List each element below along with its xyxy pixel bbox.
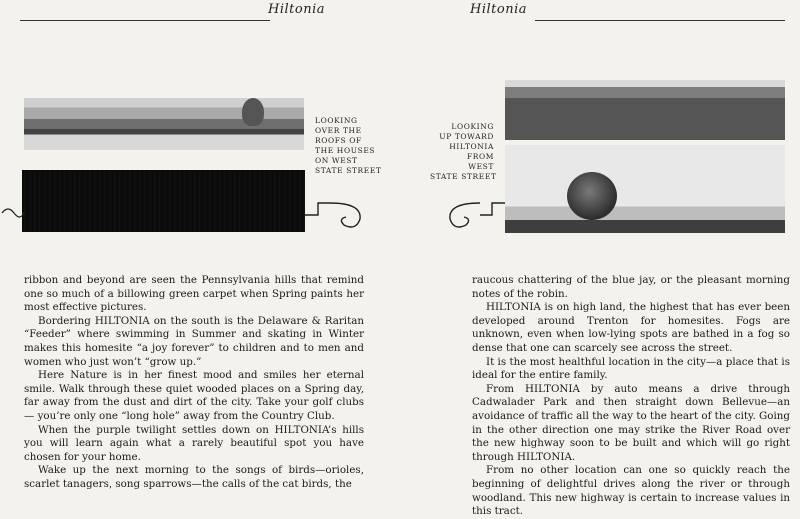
paragraph: HILTONIA is on high land, the highest that has ever been developed around Trenton for homesites. Fogs are unknown, even when low-lying spots are bathed in a fog so dense that one can scarcely see across the street. <box>472 301 790 354</box>
paragraph: When the purple twilight settles down on HILTONIA’s hills you will learn again what a rarely beautiful spot you have chosen for your home. <box>24 423 364 463</box>
caption-line: WEST <box>468 162 494 171</box>
scroll-ornament-left <box>0 195 370 235</box>
caption-line: THE HOUSES <box>315 146 376 155</box>
caption-left <box>315 116 382 176</box>
header-rule-left <box>20 20 270 21</box>
header-left: Hiltonia <box>268 2 325 17</box>
body-text-left <box>24 274 364 492</box>
photo-tree <box>567 172 617 220</box>
caption-line: STATE STREET <box>430 172 497 181</box>
caption-right <box>430 122 497 182</box>
caption-line: ON WEST <box>315 156 358 165</box>
photo-field <box>505 80 785 140</box>
scroll-ornament-right <box>430 195 510 235</box>
photo-tree-small <box>242 98 264 126</box>
paragraph: From HILTONIA by auto means a drive through Cadwalader Park and then straight down Bellevue—an avoidance of traffic all the way to the heart of the city. Going in the other direction one may strike the River Road over the new highway soon to be built and which will go right through HILTONIA. <box>472 382 790 463</box>
paragraph: ribbon and beyond are seen the Pennsylvania hills that remind one so much of a billowing green carpet when Spring paints her most effective pictures. <box>24 274 364 314</box>
paragraph: From no other location can one so quickly reach the beginning of delightful drives along the river or through woodland. This new highway is certain to increase values in this tract. <box>472 464 790 518</box>
caption-line: LOOKING <box>315 116 358 125</box>
caption-line: STATE STREET <box>315 166 382 175</box>
paragraph: It is the most healthful location in the city—a place that is ideal for the entire family. <box>472 355 790 382</box>
paragraph: Wake up the next morning to the songs of birds—orioles, scarlet tanagers, song sparrows—the calls of the cat birds, the <box>24 464 364 490</box>
caption-line: ROOFS OF <box>315 136 362 145</box>
paragraph: raucous chattering of the blue jay, or the pleasant morning notes of the robin. <box>472 274 790 300</box>
caption-line: UP TOWARD <box>439 132 494 141</box>
caption-line: LOOKING <box>451 122 494 131</box>
paragraph: Bordering HILTONIA on the south is the Delaware & Raritan “Feeder” where swimming in Summer and skating in Winter makes this homesite “a joy forever” to children and to men and women who just won’t “grow up.” <box>24 314 364 368</box>
caption-line: HILTONIA <box>449 142 494 151</box>
header-rule-right <box>535 20 785 21</box>
photo-road <box>505 145 785 233</box>
paragraph: Here Nature is in her finest mood and smiles her eternal smile. Walk through these quiet wooded places on a Spring day, far away from the dust and dirt of the city. Take your golf clubs — you’re only one “long hole” away from the Country Club. <box>24 369 364 422</box>
header-right: Hiltonia <box>470 2 527 17</box>
caption-line: OVER THE <box>315 126 362 135</box>
body-text-right <box>472 274 790 519</box>
caption-line: FROM <box>466 152 494 161</box>
